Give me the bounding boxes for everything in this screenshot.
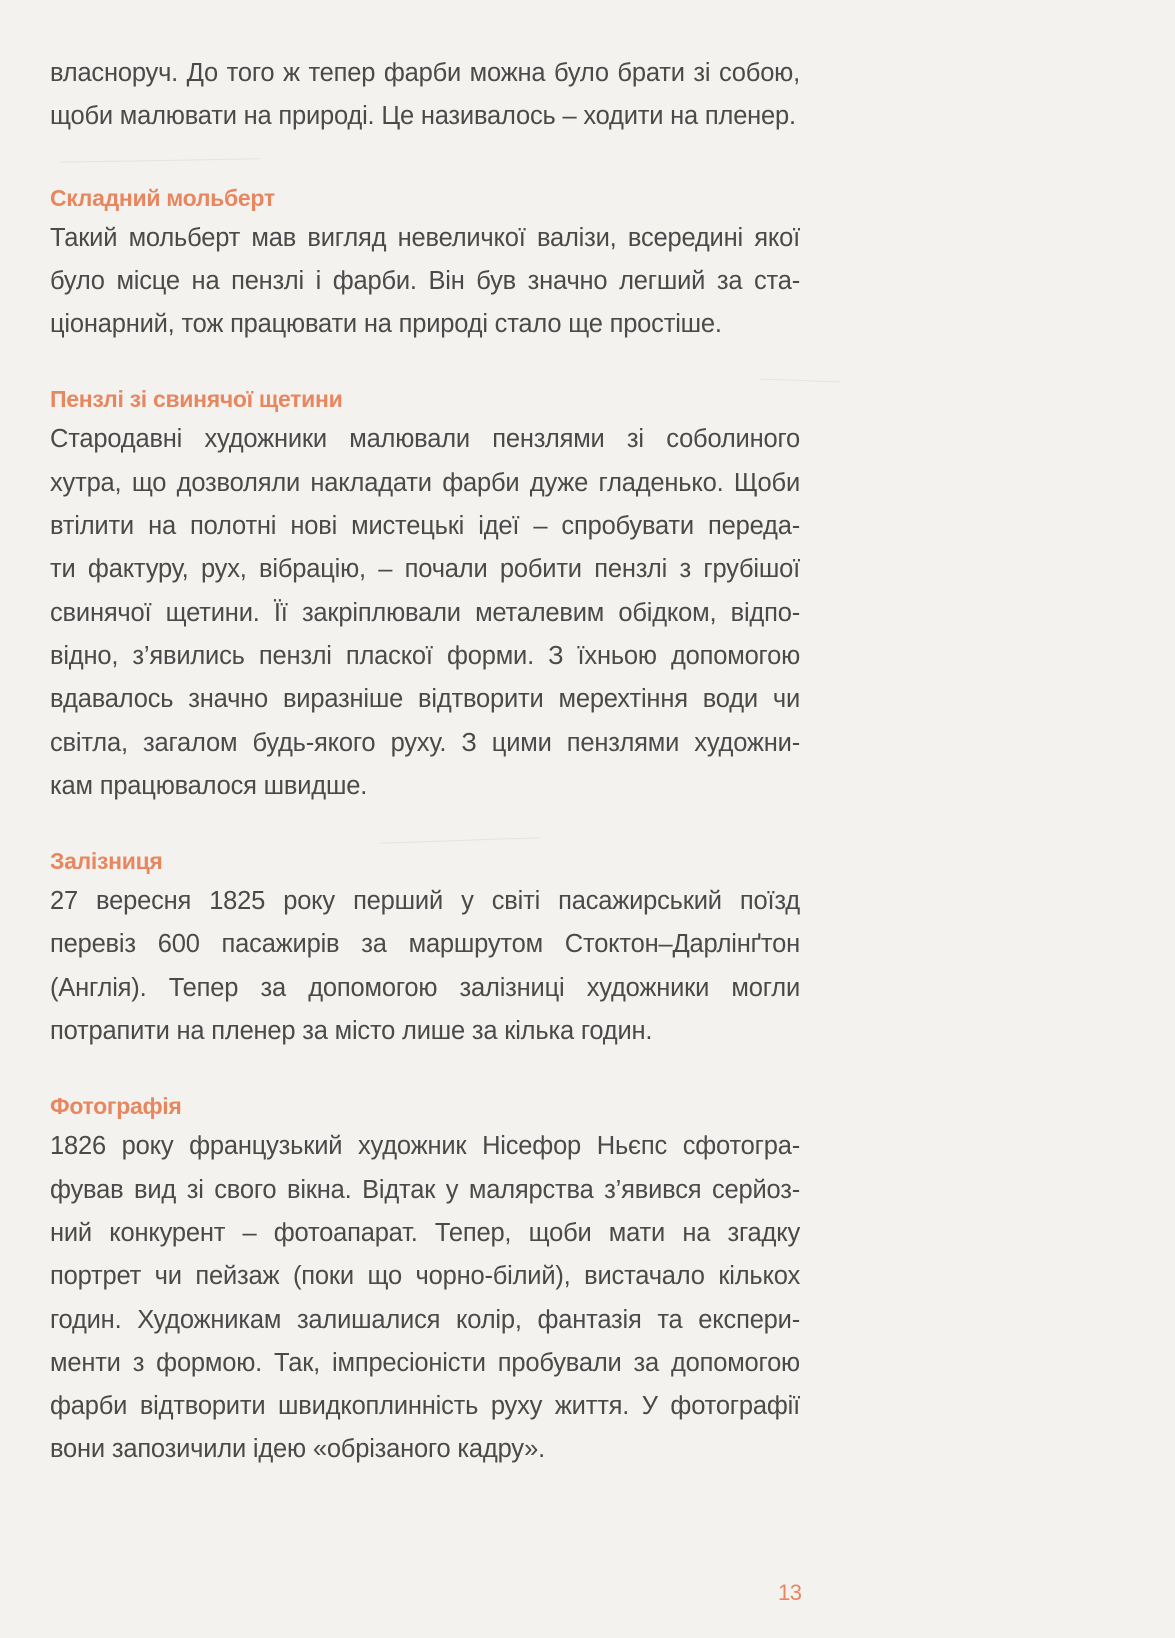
section-railway bbox=[50, 846, 800, 1053]
text-line: ний конкурент – фотоапарат. Тепер, щоби мати на згадку bbox=[50, 1218, 800, 1247]
text-line: (Англія). Тепер за допомогою залізниці художники могли bbox=[50, 973, 800, 1002]
text-line: свинячої щетини. Її закріплювали металевим обідком, відпо- bbox=[50, 598, 800, 627]
page-number: 13 bbox=[778, 1580, 802, 1605]
text-line: фарби відтворити швидкоплинність руху життя. У фотографії bbox=[50, 1392, 800, 1421]
text-line: відно, з’явились пензлі пласкої форми. З їхньою допомогою bbox=[50, 641, 800, 670]
section-photography bbox=[50, 1091, 800, 1471]
text-line: власноруч. До того ж тепер фарби можна було брати зі собою, bbox=[50, 59, 800, 87]
text-line: світла, загалом будь-якого руху. З цими пензлями художни- bbox=[50, 728, 800, 757]
text-line: ціонарний, тож працювати на природі стало ще простіше. bbox=[50, 310, 722, 339]
text-line: Такий мольберт мав вигляд невеличкої валізи, всередині якої bbox=[50, 223, 800, 252]
book-page bbox=[50, 52, 800, 1472]
text-line: хутра, що дозволяли накладати фарби дуже гладенько. Щоби bbox=[50, 468, 800, 497]
text-line: годин. Художникам залишалися колір, фантазія та експери- bbox=[50, 1305, 800, 1334]
paragraph bbox=[50, 418, 800, 808]
text-line: портрет чи пейзаж (поки що чорно-білий), вистачало кількох bbox=[50, 1262, 800, 1291]
text-line: вдавалось значно виразніше відтворити мерехтіння води чи bbox=[50, 685, 800, 714]
section-heading: Пензлі зі свинячої щетини bbox=[50, 386, 343, 413]
text-line: щоби малювати на природі. Це називалось – ходити на пленер. bbox=[50, 102, 796, 131]
text-line: потрапити на пленер за місто лише за кілька годин. bbox=[50, 1017, 653, 1046]
text-line: ти фактуру, рух, вібрацію, – почали робити пензлі з грубішої bbox=[50, 555, 800, 584]
text-line: фував вид зі свого вікна. Відтак у малярства з’явився серйоз- bbox=[50, 1175, 800, 1204]
text-line: вони запозичили ідею «обрізаного кадру». bbox=[50, 1435, 545, 1464]
section-heading: Залізниця bbox=[50, 848, 163, 875]
intro-paragraph bbox=[50, 52, 800, 139]
paragraph bbox=[50, 52, 800, 139]
paragraph bbox=[50, 217, 800, 347]
text-line: менти з формою. Так, імпресіоністи пробували за допомогою bbox=[50, 1348, 800, 1377]
section-heading: Фотографія bbox=[50, 1093, 182, 1120]
text-line: Стародавні художники малювали пензлями зі соболиного bbox=[50, 425, 800, 454]
text-line: було місце на пензлі і фарби. Він був значно легший за ста- bbox=[50, 266, 800, 295]
text-line: кам працювалося швидше. bbox=[50, 771, 368, 800]
text-line: перевіз 600 пасажирів за маршрутом Стоктон–Дарлінґтон bbox=[50, 930, 800, 959]
text-line: 27 вересня 1825 року перший у світі пасажирський поїзд bbox=[50, 887, 800, 916]
paragraph bbox=[50, 880, 800, 1053]
section-folding-easel bbox=[50, 183, 800, 347]
text-line: 1826 року французький художник Нісефор Ньєпс сфотогра- bbox=[50, 1132, 800, 1161]
section-bristle-brushes bbox=[50, 384, 800, 808]
text-line: втілити на полотні нові мистецькі ідеї – спробувати переда- bbox=[50, 512, 800, 541]
paragraph bbox=[50, 1125, 800, 1471]
section-heading: Складний мольберт bbox=[50, 184, 275, 211]
